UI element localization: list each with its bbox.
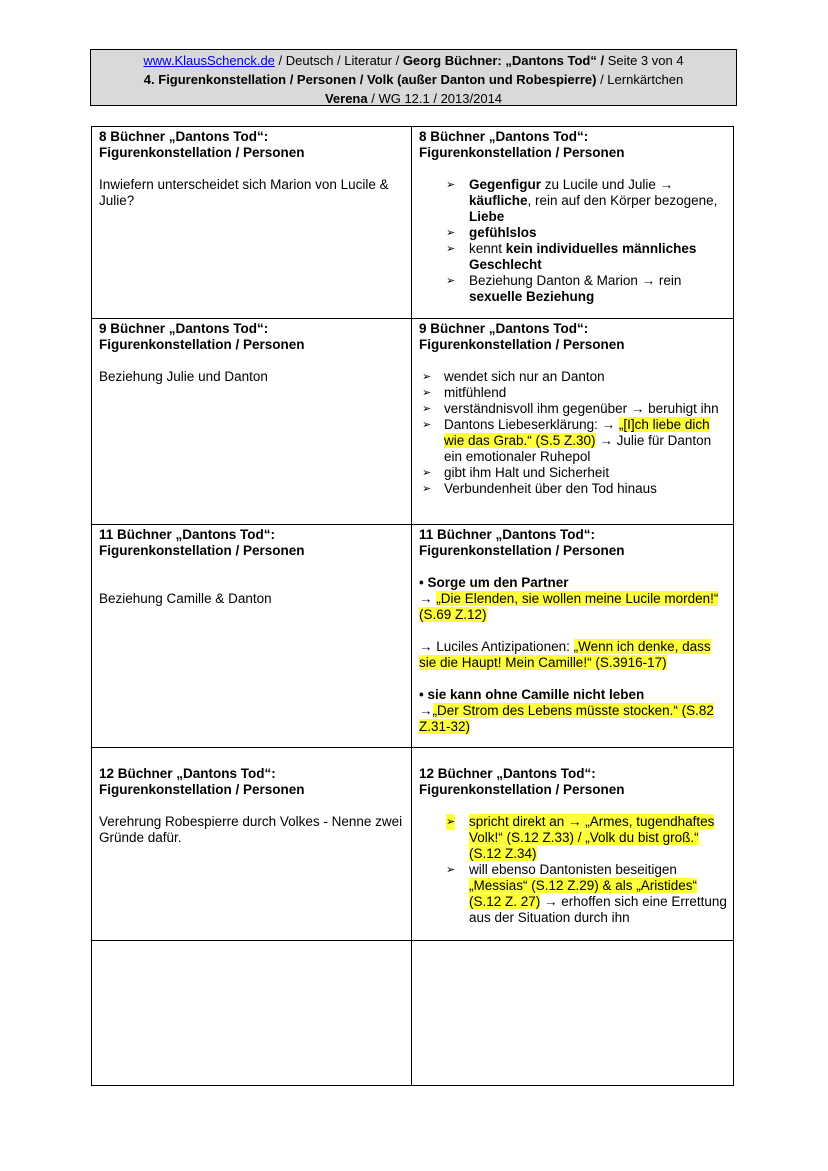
empty-question-cell bbox=[92, 941, 412, 1086]
quote-highlight: „Messias“ (S.12 Z.29) & als „Aristides“ (S.12 Z. 27) bbox=[469, 878, 698, 909]
card-title: 11 Büchner „Dantons Tod“: bbox=[419, 527, 596, 542]
card-title: 9 Büchner „Dantons Tod“: bbox=[419, 321, 589, 336]
answer-list bbox=[419, 814, 727, 926]
header-page-number: Seite 3 von 4 bbox=[604, 53, 684, 68]
card-subtitle: Figurenkonstellation / Personen bbox=[99, 145, 305, 160]
card-subtitle: Figurenkonstellation / Personen bbox=[99, 782, 305, 797]
answer-cell bbox=[412, 127, 734, 319]
answer-quote: → Luciles Antizipationen: „Wenn ich denke, dass sie die Haupt! Mein Camille!“ (S.3916-17) bbox=[419, 639, 711, 670]
card-title: 8 Büchner „Dantons Tod“: bbox=[419, 129, 589, 144]
card-title: 12 Büchner „Dantons Tod“: bbox=[99, 766, 276, 781]
answer-point: • sie kann ohne Camille nicht leben bbox=[419, 687, 645, 702]
answer-cell bbox=[412, 525, 734, 748]
header-path: / Deutsch / Literatur / bbox=[274, 53, 403, 68]
header-class-year: / WG 12.1 / 2013/2014 bbox=[367, 91, 503, 106]
card-row-empty bbox=[92, 941, 734, 1086]
arrow-bullet-icon: ➢ bbox=[422, 419, 432, 431]
answer-cell bbox=[412, 748, 734, 941]
arrow-bullet-icon: ➢ bbox=[422, 403, 432, 415]
card-title: 12 Büchner „Dantons Tod“: bbox=[419, 766, 596, 781]
answer-list bbox=[419, 177, 727, 305]
card-subtitle: Figurenkonstellation / Personen bbox=[99, 543, 305, 558]
list-item: ➢ gibt ihm Halt und Sicherheit bbox=[422, 465, 610, 480]
arrow-bullet-icon: ➢ bbox=[446, 243, 456, 255]
header-type: / Lernkärtchen bbox=[596, 72, 684, 87]
arrow-bullet-icon: ➢ bbox=[446, 179, 456, 191]
question-cell bbox=[92, 319, 412, 525]
empty-answer-cell bbox=[412, 941, 734, 1086]
question-text: Beziehung Camille & Danton bbox=[99, 591, 272, 606]
question-text: Beziehung Julie und Danton bbox=[99, 369, 268, 384]
list-item: ➢ will ebenso Dantonisten beseitigen „Messias“ (S.12 Z.29) & als „Aristides“ (S.12 Z. 27) → erhoffen sich eine Errettung aus der Situation durch ihn bbox=[446, 862, 727, 925]
arrow-bullet-icon: ➢ bbox=[446, 816, 456, 828]
list-item: ➢ wendet sich nur an Danton bbox=[422, 369, 605, 384]
answer-quote: → „Die Elenden, sie wollen meine Lucile morden!“ (S.69 Z.12) bbox=[419, 591, 719, 622]
arrow-bullet-icon: ➢ bbox=[422, 483, 432, 495]
card-subtitle: Figurenkonstellation / Personen bbox=[419, 145, 625, 160]
arrow-bullet-icon: ➢ bbox=[422, 467, 432, 479]
answer-body bbox=[419, 575, 727, 735]
flashcard-table bbox=[91, 126, 734, 1086]
list-item: ➢ Gegenfigur zu Lucile und Julie → käufliche, rein auf den Körper bezogene, Liebe bbox=[446, 177, 718, 224]
answer-cell bbox=[412, 319, 734, 525]
answer-point: • Sorge um den Partner bbox=[419, 575, 569, 590]
card-row-11 bbox=[92, 525, 734, 748]
arrow-bullet-icon: ➢ bbox=[446, 227, 456, 239]
page-header bbox=[90, 49, 737, 106]
quote-highlight: „Wenn ich denke, dass sie die Haupt! Mein Camille!“ (S.3916-17) bbox=[419, 639, 711, 670]
card-subtitle: Figurenkonstellation / Personen bbox=[99, 337, 305, 352]
question-cell bbox=[92, 525, 412, 748]
quote-highlight: „[I]ch liebe dich wie das Grab.“ (S.5 Z.30) bbox=[444, 417, 710, 448]
card-subtitle: Figurenkonstellation / Personen bbox=[419, 543, 625, 558]
list-item: ➢ spricht direkt an → „Armes, tugendhaftes Volk!“ (S.12 Z.33) / „Volk du bist groß.“ (S.12 Z.34) bbox=[446, 814, 715, 861]
answer-list bbox=[419, 369, 727, 497]
quote-highlight: „Armes, tugendhaftes Volk!“ (S.12 Z.33) / „Volk du bist groß.“ (S.12 Z.34) bbox=[469, 814, 715, 861]
header-line-3 bbox=[91, 89, 736, 108]
quote-highlight: „Die Elenden, sie wollen meine Lucile morden!“ (S.69 Z.12) bbox=[419, 591, 719, 622]
quote-highlight: „Der Strom des Lebens müsste stocken.“ (S.82 Z.31-32) bbox=[419, 703, 714, 734]
list-item: ➢ Verbundenheit über den Tod hinaus bbox=[422, 481, 657, 496]
header-work-title: Georg Büchner: „Dantons Tod“ / bbox=[402, 53, 605, 68]
header-author: Verena bbox=[324, 91, 368, 106]
list-item: ➢ verständnisvoll ihm gegenüber → beruhigt ihn bbox=[422, 401, 719, 416]
list-item: ➢ mitfühlend bbox=[422, 385, 507, 400]
list-item: ➢ Beziehung Danton & Marion → rein sexuelle Beziehung bbox=[446, 273, 682, 304]
question-cell bbox=[92, 748, 412, 941]
arrow-bullet-icon: ➢ bbox=[422, 387, 432, 399]
website-link[interactable]: www.KlausSchenck.de bbox=[143, 53, 275, 68]
card-subtitle: Figurenkonstellation / Personen bbox=[419, 782, 625, 797]
question-text: Verehrung Robespierre durch Volkes - Nenne zwei Gründe dafür. bbox=[99, 814, 403, 845]
card-title: 9 Büchner „Dantons Tod“: bbox=[99, 321, 269, 336]
list-item: ➢ kennt kein individuelles männliches Geschlecht bbox=[446, 241, 697, 272]
card-subtitle: Figurenkonstellation / Personen bbox=[419, 337, 625, 352]
arrow-bullet-icon: ➢ bbox=[422, 371, 432, 383]
question-cell bbox=[92, 127, 412, 319]
card-title: 8 Büchner „Dantons Tod“: bbox=[99, 129, 269, 144]
header-line-2 bbox=[91, 70, 736, 89]
card-title: 11 Büchner „Dantons Tod“: bbox=[99, 527, 276, 542]
question-text: Inwiefern unterscheidet sich Marion von Lucile & Julie? bbox=[99, 177, 389, 208]
header-line-1 bbox=[91, 51, 736, 70]
card-row-8 bbox=[92, 127, 734, 319]
arrow-bullet-icon: ➢ bbox=[446, 864, 456, 876]
header-topic: 4. Figurenkonstellation / Personen / Volk (außer Danton und Robespierre) bbox=[143, 72, 597, 87]
card-row-9 bbox=[92, 319, 734, 525]
answer-quote: →„Der Strom des Lebens müsste stocken.“ (S.82 Z.31-32) bbox=[419, 703, 714, 734]
arrow-bullet-icon: ➢ bbox=[446, 275, 456, 287]
card-row-12 bbox=[92, 748, 734, 941]
list-item: ➢ gefühlslos bbox=[446, 225, 537, 240]
list-item: ➢ Dantons Liebeserklärung: → „[I]ch liebe dich wie das Grab.“ (S.5 Z.30) → Julie für Danton ein emotionaler Ruhepol bbox=[422, 417, 712, 464]
